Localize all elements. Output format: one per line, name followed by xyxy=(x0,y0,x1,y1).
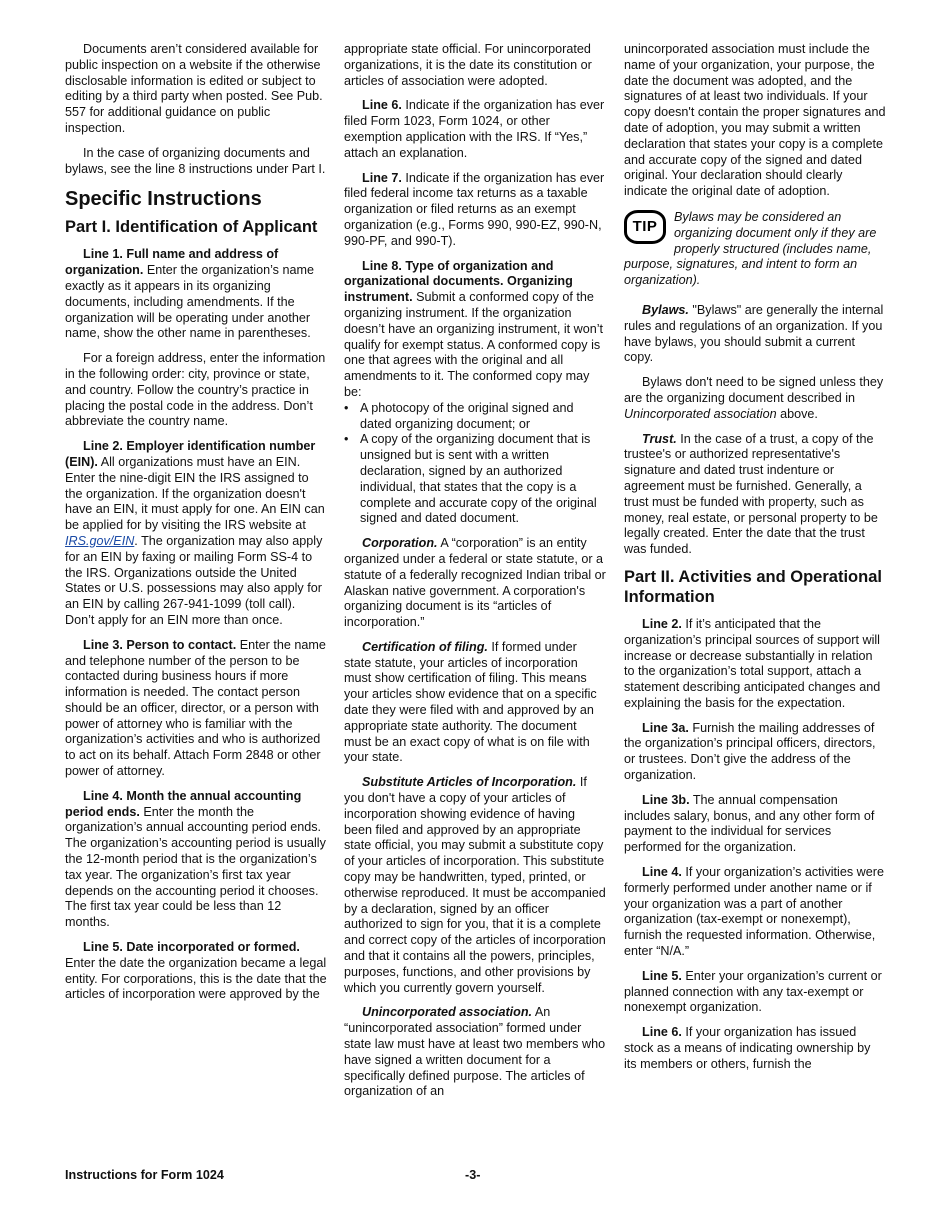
irs-ein-link[interactable]: IRS.gov/EIN xyxy=(65,533,135,548)
column-2 xyxy=(344,42,606,1109)
line-7-label: Line 7. xyxy=(362,170,402,185)
bullet-item-1 xyxy=(344,401,606,433)
part2-line-4-paragraph xyxy=(624,865,886,960)
column-3 xyxy=(624,42,886,1082)
trust-label: Trust. xyxy=(642,431,677,446)
specific-instructions-heading: Specific Instructions xyxy=(65,188,262,211)
footer-page-number: -3- xyxy=(465,1168,481,1182)
corporation-label: Corporation. xyxy=(362,536,438,551)
tip-box xyxy=(624,210,886,289)
continued-paragraph: unincorporated association must include the name of your organization, your purpose, the date the document was adopted, and the signatures of at least two individuals. If your copy doesn't contain the proper signatures and date of adoption, you may submit a written declaration that states your copy is a complete and accurate copy of the signed and dated original. Your declaration should clearly indicate the original date of adoption. xyxy=(624,42,886,199)
column-1 xyxy=(65,42,327,1012)
tip-text: Bylaws may be considered an organizing document only if they are properly structured (includes name, purpose, signatures, and intent to form an organization). xyxy=(624,209,877,288)
bylaws-signing-paragraph xyxy=(624,375,886,422)
part-2-heading: Part II. Activities and Operational Information xyxy=(624,567,882,606)
substitute-articles-text: If you don't have a copy of your articles of incorporation showing evidence of having been filed and approved by an appropriate state official, you may submit a substitute copy of your articles of incorporation. This substitute copy may be handwritten, typed, printed, or otherwise reproduced. It must be accompanied by a declaration, signed by an officer authorized to sign for you, that it is a complete and correct copy of the articles of incorporation and that it contains all the powers, principles, purposes, functions, and other provisions by which you currently govern yourself. xyxy=(344,775,606,995)
unincorporated-text: An “unincorporated association” formed under state law must have at least two members who have signed a written document for a specifically defined purpose. The articles of organization of an xyxy=(344,1005,606,1099)
bylaws-paragraph xyxy=(624,303,886,366)
bylaws-signing-italic: Unincorporated association xyxy=(624,406,777,421)
bullet-icon: • xyxy=(344,400,349,415)
part-1-heading: Part I. Identification of Applicant xyxy=(65,218,318,237)
part2-line-5-text: Enter your organization’s current or planned connection with any tax-exempt or nonexempt organization. xyxy=(624,968,882,1015)
line-3a-label: Line 3a. xyxy=(642,720,689,735)
bylaws-signing-text-a: Bylaws don't need to be signed unless they are the organizing document described in xyxy=(624,375,884,405)
bullet-icon: • xyxy=(344,432,349,447)
line-3a-text: Furnish the mailing addresses of the organization’s principal officers, directors, or trustees. Don’t give the address of the organization. xyxy=(624,720,876,783)
part2-line-5-paragraph xyxy=(624,969,886,1016)
certification-label: Certification of filing. xyxy=(362,639,488,654)
line-1-text: Enter the organization’s name exactly as it appears in its organizing documents, including amendments. If the organization will be operating under another name, show the other name in parentheses. xyxy=(65,263,314,341)
line-2-label: Line 2. Employer identification number (EIN). xyxy=(65,439,316,469)
line-1-paragraph xyxy=(65,247,327,342)
part2-line-6-paragraph xyxy=(624,1025,886,1072)
line-3b-label: Line 3b. xyxy=(642,792,690,807)
line-6-paragraph xyxy=(344,98,606,161)
line-2-text-a: All organizations must have an EIN. Enter the nine-digit EIN the IRS assigned to the organization. If the organization doesn't have an EIN, it must apply for one. An EIN can be applied for by visiting the IRS website at xyxy=(65,454,325,533)
line-4-paragraph xyxy=(65,789,327,931)
public-inspection-paragraph: Documents aren’t considered available for public inspection on a website if the otherwise disclosable information is edited or subject to editing by a third party when posted. See Pub. 557 for additional guidance on public inspection. xyxy=(65,42,323,135)
line-6-text: Indicate if the organization has ever filed Form 1023, Form 1024, or other exemption application with the IRS. If “Yes,” attach an explanation. xyxy=(344,98,605,160)
line-8-paragraph xyxy=(344,259,606,401)
unincorporated-paragraph xyxy=(344,1005,606,1100)
bylaws-text: "Bylaws" are generally the internal rules and regulations of an organization. If you have bylaws, you should submit a current copy. xyxy=(624,302,884,365)
line-5-paragraph xyxy=(65,940,327,1003)
trust-paragraph xyxy=(624,432,886,558)
line-4-label: Line 4. Month the annual accounting period ends. xyxy=(65,788,302,819)
substitute-articles-paragraph xyxy=(344,775,606,996)
footer-form-title: Instructions for Form 1024 xyxy=(65,1168,224,1182)
line-2-paragraph xyxy=(65,439,327,629)
line-3a-paragraph xyxy=(624,721,886,784)
line-8-text: Submit a conformed copy of the organizing instrument. If the organization doesn’t have an organizing instrument, it won’t qualify for exempt status. A conformed copy is one that agrees with the original and all amendments to it. The conformed copy may be: xyxy=(344,290,604,399)
substitute-articles-label: Substitute Articles of Incorporation. xyxy=(362,775,577,790)
line-3-text: Enter the name and telephone number of the person to be contacted during business hours if more information is needed. The contact person should be an officer, director, or a person with power of attorney who is familiar with the organization’s activities and who is authorized to act on its behalf. Attach Form 2848 or other power of attorney. xyxy=(65,637,326,779)
continued-paragraph: appropriate state official. For unincorporated organizations, it is the date its constitution or articles of association were adopted. xyxy=(344,42,592,88)
certification-paragraph xyxy=(344,640,606,766)
unincorporated-label: Unincorporated association. xyxy=(362,1005,533,1020)
foreign-address-paragraph: For a foreign address, enter the information in the following order: city, province or state, and country. Follow the country’s practice in placing the postal code in the address. Don’t abbreviate the country name. xyxy=(65,351,326,429)
part2-line-5-label: Line 5. xyxy=(642,968,682,983)
bullet-item-2 xyxy=(344,432,606,527)
bylaws-signing-text-b: above. xyxy=(776,406,818,421)
part2-line-2-paragraph xyxy=(624,617,886,712)
part2-line-4-label: Line 4. xyxy=(642,865,682,880)
line-7-text: Indicate if the organization has ever filed federal income tax returns as a taxable organization or filed returns as an exempt organization (e.g., Forms 990, 990-EZ, 990-N, 990-PF, and 990-T). xyxy=(344,170,605,248)
line-3b-paragraph xyxy=(624,793,886,856)
line-1-label: Line 1. Full name and address of organization. xyxy=(65,247,279,278)
part2-line-2-text: If it’s anticipated that the organization’s principal sources of support will increase or decrease substantially in relation to the organization’s total support, attach a statement describing anticipated changes and explaining the basis for the expectation. xyxy=(624,616,881,710)
certification-text: If formed under state statute, your articles of incorporation must show certification of filing. This means your articles show evidence that on a specific date they were filed with and approved by an appropriate state authority. The document must be an exact copy of what is on file with your state. xyxy=(344,639,597,765)
bylaws-label: Bylaws. xyxy=(642,302,689,317)
line-3b-text: The annual compensation includes salary, bonus, and any other form of payment to the individual for services performed for the organization. xyxy=(624,792,875,855)
part2-line-6-label: Line 6. xyxy=(642,1025,682,1040)
line-4-text: Enter the month the organization’s annual accounting period ends. The organization’s accounting period is usually the 12-month period that is the organization’s tax year. The organization’s first tax year depends on the accounting period it chooses. The first tax year could be less than 12 months. xyxy=(65,804,326,930)
line-3-paragraph xyxy=(65,638,327,780)
line-7-paragraph xyxy=(344,171,606,250)
line-5-label: Line 5. Date incorporated or formed. xyxy=(83,940,300,955)
line-2-text-b: . The organization may also apply for an EIN by faxing or mailing Form SS-4 to the IRS. Organizations outside the United States or U.S. possessions may also apply for an EIN by calling 267-941-1099 (toll call). Don’t apply for an EIN more than once. xyxy=(65,533,323,627)
organizing-documents-paragraph: In the case of organizing documents and bylaws, see the line 8 instructions under Part I. xyxy=(65,145,326,176)
line-3-label: Line 3. Person to contact. xyxy=(83,637,237,652)
bullet-1-text: A photocopy of the original signed and dated organizing document; or xyxy=(360,400,574,431)
corporation-text: A “corporation” is an entity organized under a federal or state statute, or a statute of a federally recognized Indian tribal or Alaskan native government. A corporation's organizing document is its “articles of incorporation.” xyxy=(344,536,606,630)
bullet-2-text: A copy of the organizing document that is unsigned but is sent with a written declaration, signed by an authorized individual, that states that the copy is a complete and accurate copy of the original signed and dated document. xyxy=(360,432,597,526)
part2-line-6-text: If your organization has issued stock as a means of indicating ownership by its members or others, furnish the xyxy=(624,1025,871,1071)
line-5-text: Enter the date the organization became a legal entity. For corporations, this is the date that the articles of incorporation were approved by the xyxy=(65,955,327,1002)
trust-text: In the case of a trust, a copy of the trustee's or authorized representative's signature and dated trust indenture or agreement must be furnished. Generally, a trust must be funded with property, such as money, real estate, or personal property to be legally created. Enter the date that the trust was funded. xyxy=(624,431,878,557)
tip-icon xyxy=(624,210,666,244)
tip-label: TIP xyxy=(632,218,658,236)
part2-line-4-text: If your organization’s activities were formerly performed under another name or if your organization was a part of another organization (tax-exempt or nonexempt), furnish the requested information. Otherwise, enter “N/A.” xyxy=(624,865,884,959)
part2-line-2-label: Line 2. xyxy=(642,616,682,631)
line-8-label: Line 8. Type of organization and organizational documents. Organizing instrument. xyxy=(344,258,573,305)
line-6-label: Line 6. xyxy=(362,98,402,113)
corporation-paragraph xyxy=(344,536,606,631)
